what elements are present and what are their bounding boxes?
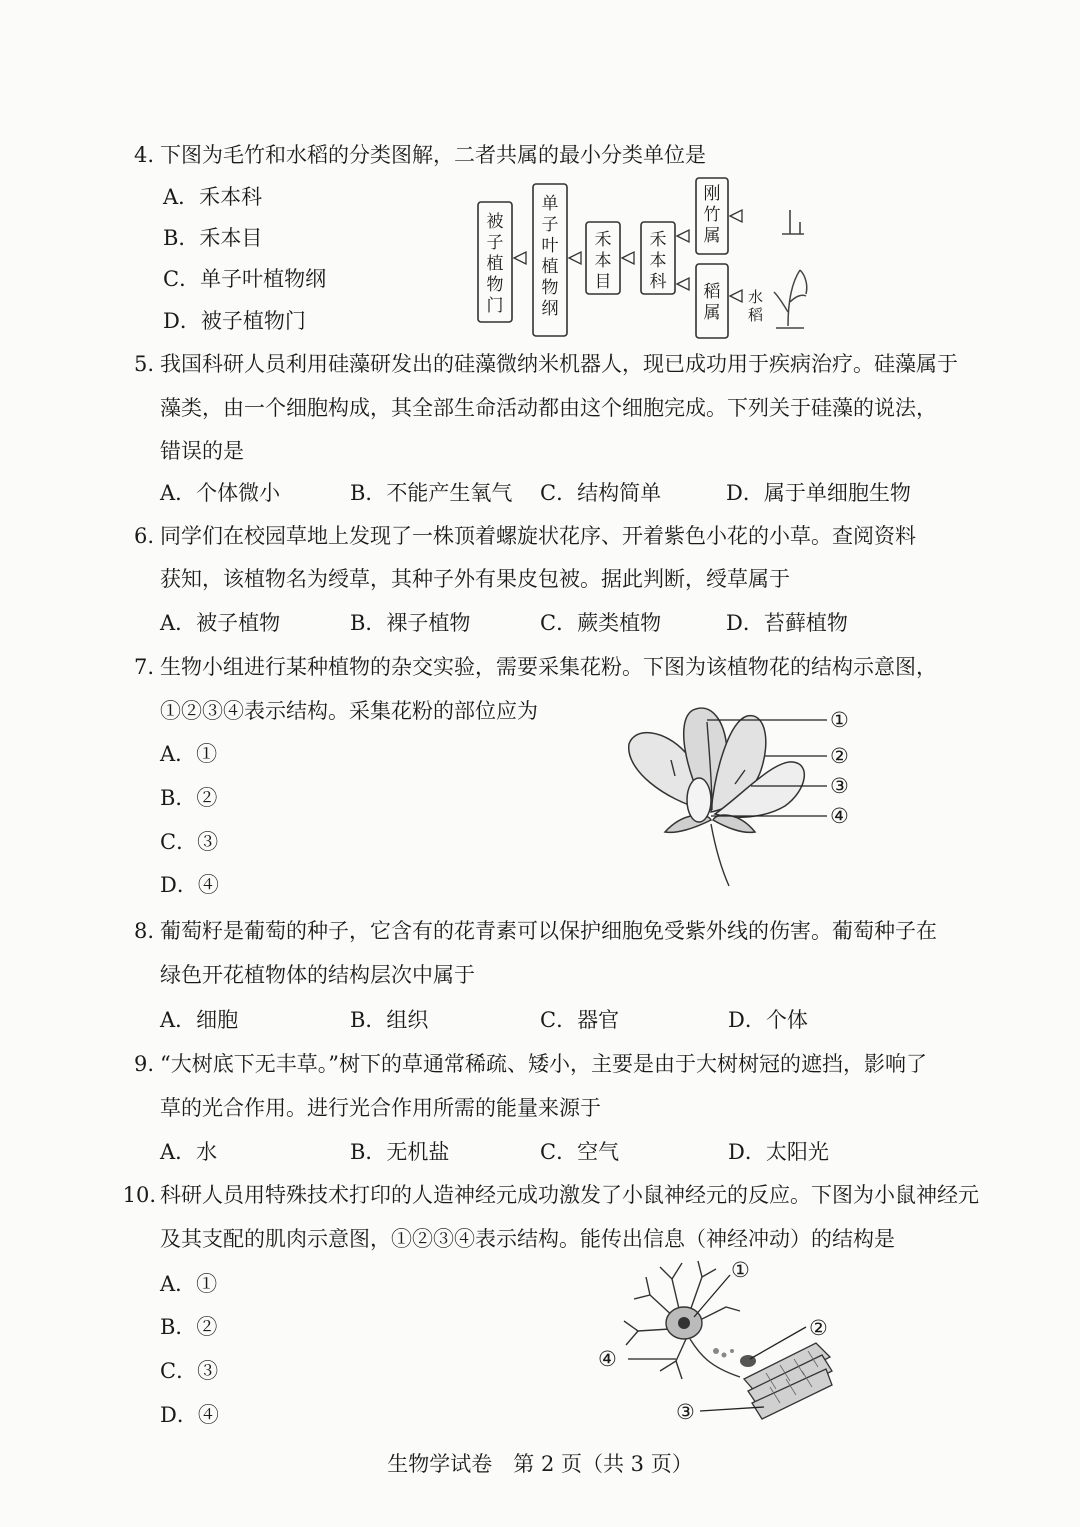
species2-label: 水稻: [748, 288, 764, 324]
vertical-char: 科: [649, 272, 667, 292]
q7-number: 7.: [133, 655, 154, 679]
vertical-char: 属: [703, 303, 721, 323]
neuron-label-4: ④: [598, 1347, 617, 1371]
vertical-char: 物: [486, 275, 504, 295]
bamboo-sketch-icon: [782, 210, 804, 234]
ovary-shape: [687, 778, 711, 822]
q9-stem-line1: “大树底下无丰草。”树下的草通常稀疏、矮小，主要是由于大树树冠的遮挡，影响了: [160, 1052, 927, 1076]
vertical-char: 被: [486, 212, 504, 232]
flower-stem: [711, 824, 729, 886]
q10-option-a: A．①: [160, 1272, 218, 1296]
q4-option-d: D．被子植物门: [163, 309, 306, 333]
neuron-label-3: ③: [676, 1400, 695, 1424]
flower-label-4: ④: [830, 804, 849, 828]
q4-number: 4.: [133, 143, 154, 167]
q5-option-a: A．个体微小: [160, 481, 281, 505]
vertical-char: 单: [541, 194, 559, 214]
q5-stem-line1: 我国科研人员利用硅藻研发出的硅藻微纳米机器人，现已成功用于疾病治疗。硅藻属于: [160, 352, 958, 376]
q5-option-d: D．属于单细胞生物: [726, 481, 911, 505]
q6-stem-line1: 同学们在校园草地上发现了一株顶着螺旋状花序、开着紫色小花的小草。查阅资料: [160, 524, 916, 548]
q10-number: 10.: [122, 1183, 156, 1207]
q4-option-c: C．单子叶植物纲: [163, 267, 327, 291]
q9-number: 9.: [133, 1052, 154, 1076]
q7-option-a: A．①: [160, 742, 218, 766]
neuron-label-2: ②: [809, 1316, 828, 1340]
q6-option-d: D．苔藓植物: [726, 611, 848, 635]
vertical-char: 纲: [541, 299, 559, 319]
flower-label-1: ①: [830, 708, 849, 732]
q7-option-c: C．③: [160, 830, 219, 854]
vertical-char: 禾: [649, 230, 667, 250]
q4-stem: 下图为毛竹和水稻的分类图解，二者共属的最小分类单位是: [160, 143, 706, 167]
vertical-char: 物: [541, 278, 559, 298]
vertical-char: 本: [649, 251, 667, 271]
family-vertical-text: [641, 230, 675, 293]
neuron-label-1: ①: [731, 1258, 750, 1282]
flower-label-3: ③: [830, 774, 849, 798]
q8-option-d: D．个体: [728, 1008, 808, 1032]
q6-option-b: B．裸子植物: [350, 611, 471, 635]
q6-option-c: C．蕨类植物: [540, 611, 662, 635]
q5-stem-line3: 错误的是: [160, 439, 244, 463]
q5-option-c: C．结构简单: [540, 481, 662, 505]
vertical-char: 目: [594, 272, 612, 292]
q9-option-a: A．水: [160, 1140, 218, 1164]
q7-option-d: D．④: [160, 873, 219, 897]
q6-number: 6.: [133, 524, 154, 548]
q4-option-b: B．禾本目: [163, 226, 263, 250]
q7-stem-line1: 生物小组进行某种植物的杂交实验，需要采集花粉。下图为该植物花的结构示意图，: [160, 655, 937, 679]
q9-option-c: C．空气: [540, 1140, 620, 1164]
q8-option-a: A．细胞: [160, 1008, 239, 1032]
q9-option-d: D．太阳光: [728, 1140, 829, 1164]
order-vertical-text: [586, 230, 620, 293]
vertical-char: 属: [703, 226, 721, 246]
q9-option-b: B．无机盐: [350, 1140, 450, 1164]
vertical-char: 植: [486, 254, 504, 274]
q8-stem-line1: 葡萄籽是葡萄的种子，它含有的花青素可以保护细胞免受紫外线的伤害。葡萄种子在: [160, 919, 937, 943]
q10-option-c: C．③: [160, 1359, 219, 1383]
q10-option-b: B．②: [160, 1315, 218, 1339]
q9-stem-line2: 草的光合作用。进行光合作用所需的能量来源于: [160, 1096, 601, 1120]
q10-option-d: D．④: [160, 1403, 219, 1427]
q10-stem-line1: 科研人员用特殊技术打印的人造神经元成功激发了小鼠神经元的反应。下图为小鼠神经元: [160, 1183, 979, 1207]
vertical-char: 本: [594, 251, 612, 271]
q7-option-b: B．②: [160, 786, 218, 810]
q6-option-a: A．被子植物: [160, 611, 281, 635]
vertical-char: 稻: [703, 282, 721, 302]
vertical-char: 子: [486, 233, 504, 253]
page-footer: 生物学试卷 第 2 页（共 3 页）: [387, 1452, 693, 1476]
q8-number: 8.: [133, 919, 154, 943]
vertical-char: 植: [541, 257, 559, 277]
phylum-vertical-text: [478, 212, 512, 317]
q5-option-b: B．不能产生氧气: [350, 481, 513, 505]
class-vertical-text: [533, 194, 567, 320]
q10-stem-line2: 及其支配的肌肉示意图，①②③④表示结构。能传出信息（神经冲动）的结构是: [160, 1227, 895, 1251]
vertical-char: 竹: [703, 205, 721, 225]
q8-option-c: C．器官: [540, 1008, 620, 1032]
vertical-char: 叶: [541, 236, 559, 256]
q5-stem-line2: 藻类，由一个细胞构成，其全部生命活动都由这个细胞完成。下列关于硅藻的说法，: [160, 396, 937, 420]
vertical-char: 禾: [594, 230, 612, 250]
q5-number: 5.: [133, 352, 154, 376]
flower-structure-diagram: [615, 700, 865, 890]
vertical-char: 子: [541, 215, 559, 235]
genus2-vertical-text: [696, 282, 728, 324]
nucleus: [678, 1317, 690, 1329]
neurotransmitter-dots: [713, 1348, 734, 1358]
q7-stem-line2: ①②③④表示结构。采集花粉的部位应为: [160, 699, 538, 723]
q6-stem-line2: 获知，该植物名为绶草，其种子外有果皮包被。据此判断，绶草属于: [160, 567, 790, 591]
vertical-char: 刚: [703, 184, 721, 204]
neuron-muscle-diagram: [590, 1255, 840, 1430]
neuron-label-line-3: [700, 1407, 764, 1411]
q4-option-a: A．禾本科: [163, 185, 263, 209]
genus1-vertical-text: [696, 184, 728, 247]
vertical-char: 门: [486, 296, 504, 316]
rice-plant-icon: [774, 270, 807, 328]
axon: [690, 1339, 740, 1377]
q8-stem-line2: 绿色开花植物体的结构层次中属于: [160, 963, 475, 987]
q8-option-b: B．组织: [350, 1008, 429, 1032]
neuron-label-line-1: [694, 1275, 730, 1317]
flower-label-2: ②: [830, 744, 849, 768]
